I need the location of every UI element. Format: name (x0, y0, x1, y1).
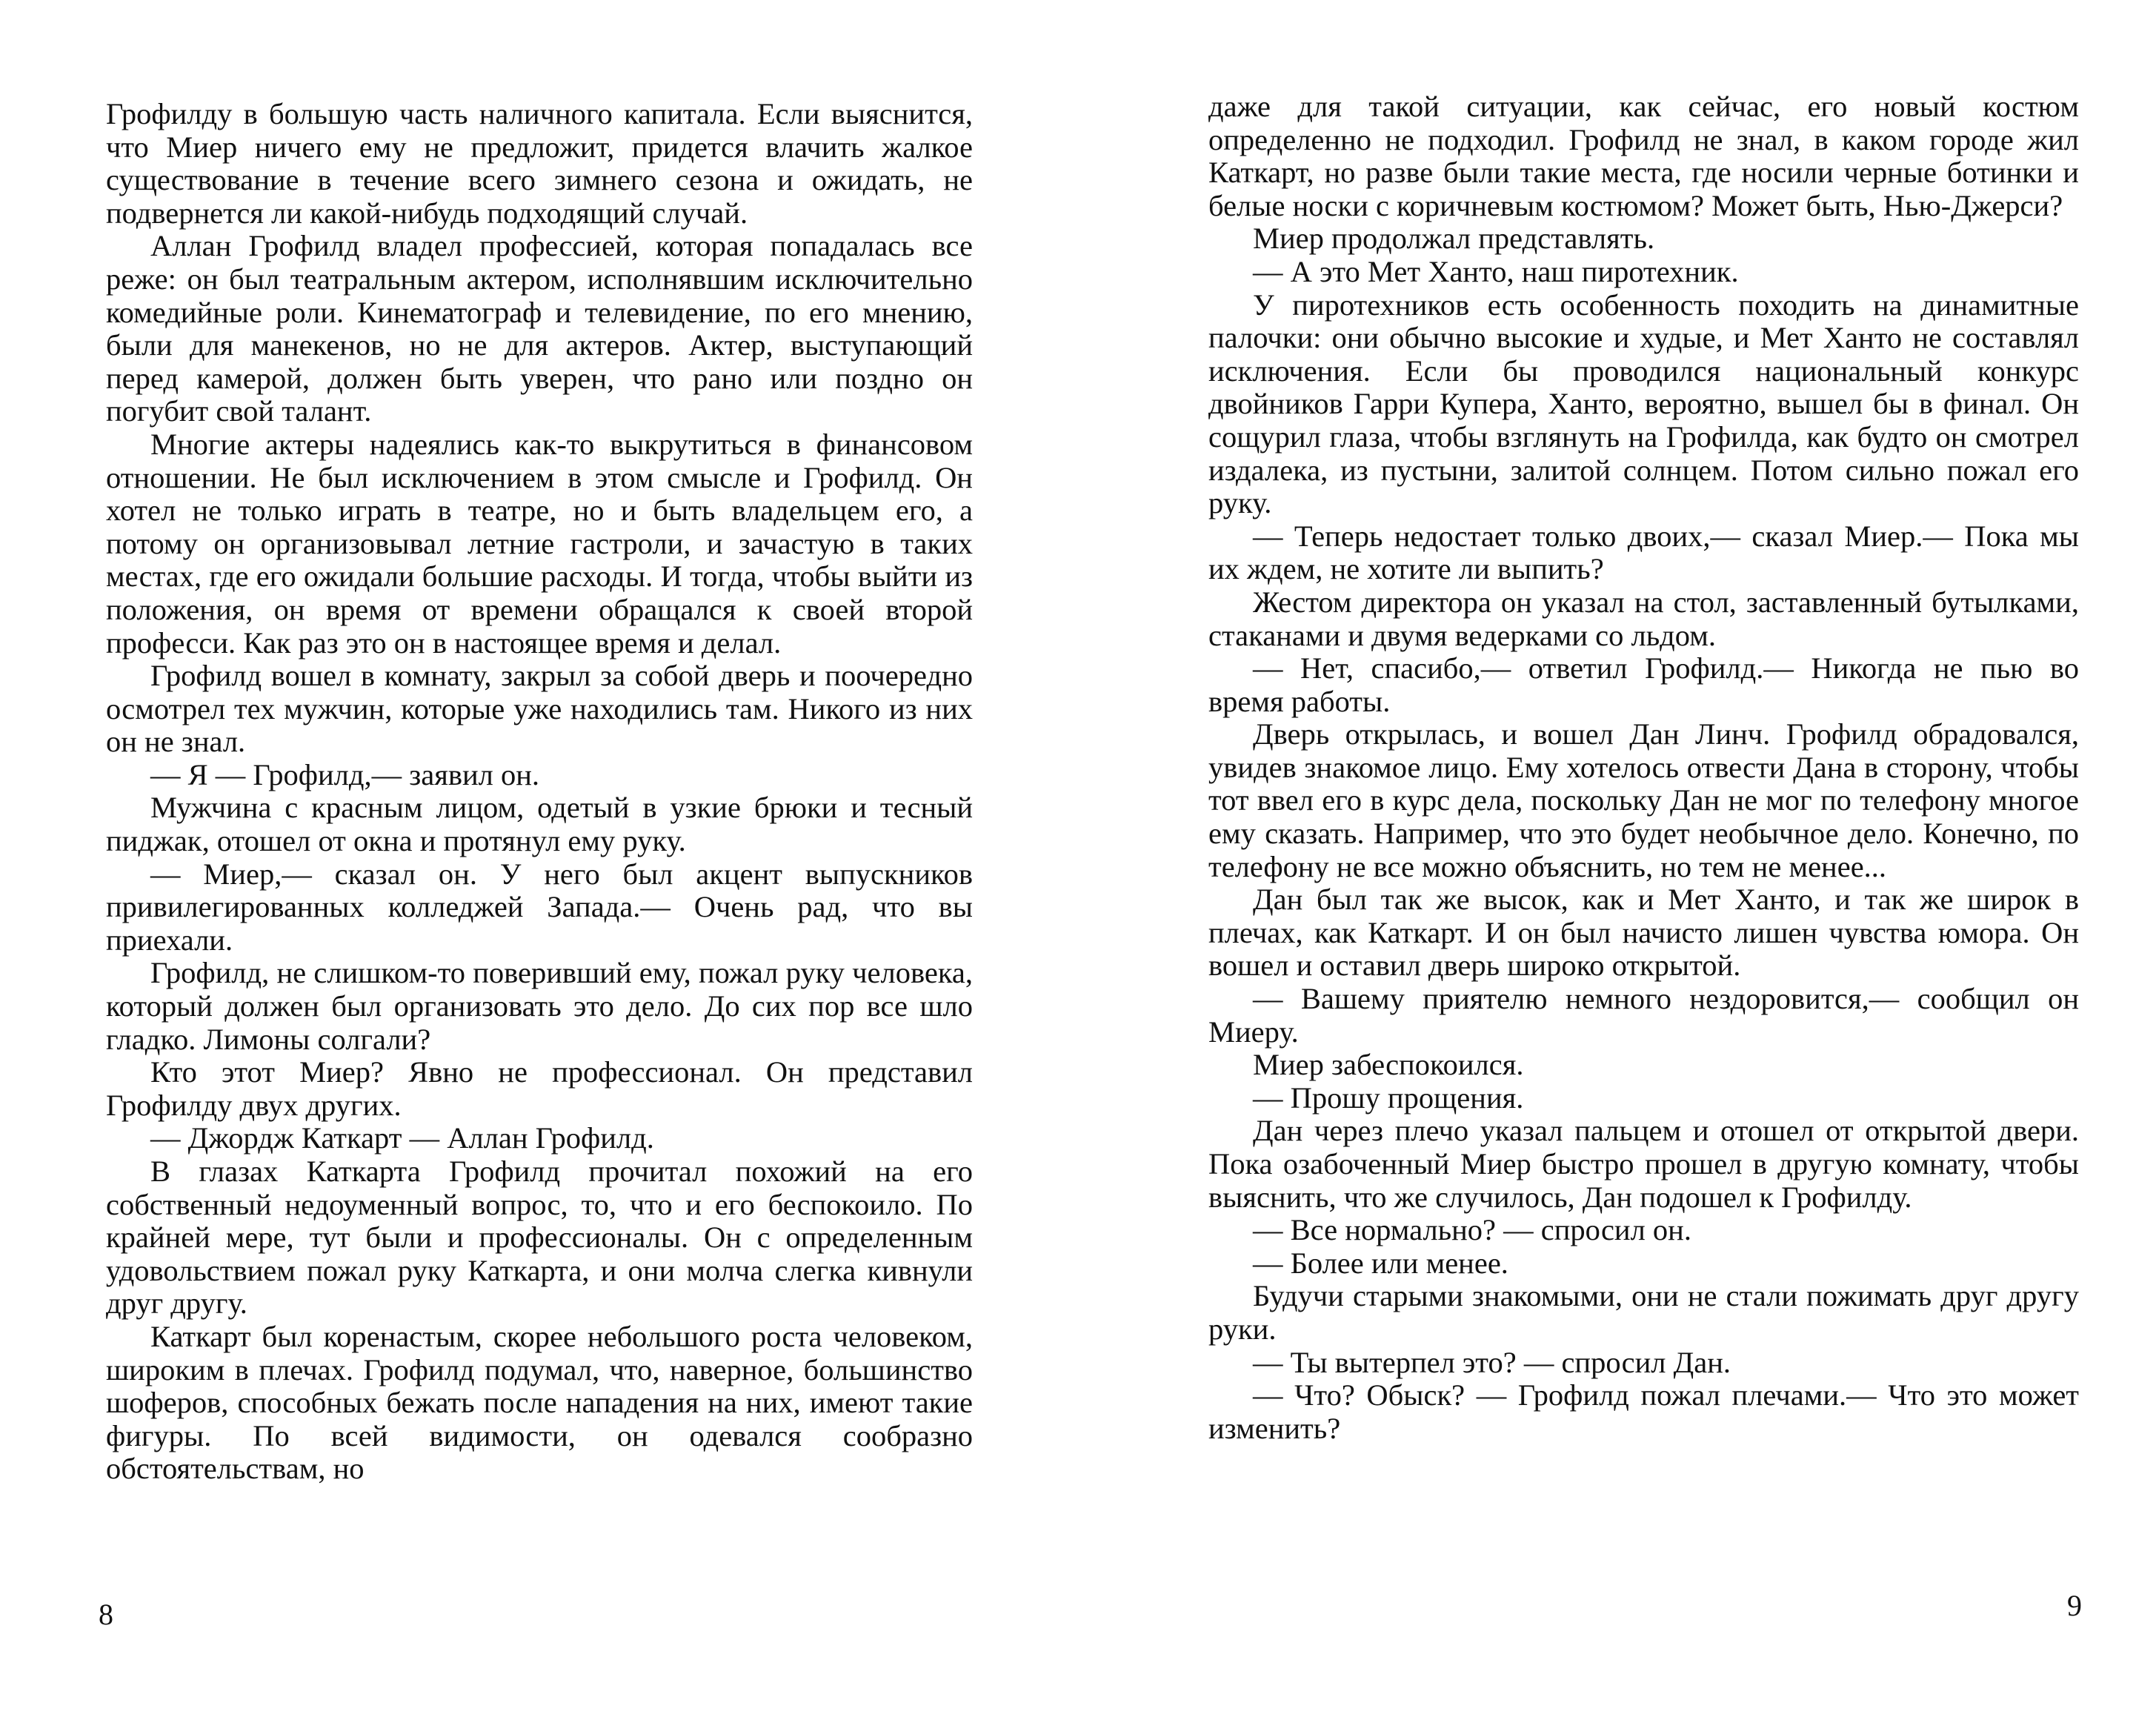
page-number-right: 9 (2067, 1589, 2082, 1622)
paragraph: — Вашему приятелю немного нездоровится,— сообщил он Миеру. (1208, 982, 2079, 1049)
paragraph: — Прошу прощения. (1253, 1080, 1524, 1115)
paragraph: — А это Мет Ханто, наш пиротехник. (1253, 254, 1739, 288)
paragraph: Аллан Грофилд владел профессией, которая попадалась все реже: он был театральным актером, исполнявшим исключительно комедийные роли. Кинематограф и телевидение, по его мнению, были для манекенов, но не для актеров. Актер, выступающий перед камерой, должен быть уверен, что рано или поздно он погубит свой талант. (106, 229, 973, 428)
page-number-left: 8 (99, 1598, 113, 1631)
right-page (1078, 0, 2156, 1717)
paragraph: — Нет, спасибо,— ответил Грофилд.— Никогда не пью во время работы. (1208, 651, 2079, 718)
right-page-text (1208, 90, 2079, 1445)
paragraph: даже для такой ситуации, как сейчас, его новый костюм определенно не подходил. Грофилд не знал, в каком городе жил Каткарт, но разве были такие места, где носили черные ботинки и белые носки с коричневым костюмом? Может быть, Нью-Джерси? (1208, 90, 2079, 222)
paragraph: Грофилд вошел в комнату, закрыл за собой дверь и поочередно осмотрел тех мужчин, которые уже находились там. Никого из них он не знал. (106, 659, 973, 759)
paragraph: В глазах Каткарта Грофилд прочитал похожий на его собственный недоуменный вопрос, то, что и его беспокоило. По крайней мере, тут были и профессионалы. Он с определенным удовольствием пожал руку Каткарта, и они молча слегка кивнули друг другу. (106, 1155, 973, 1321)
paragraph: Дан через плечо указал пальцем и отошел от открытой двери. Пока озабоченный Миер быстро прошел в другую комнату, чтобы выяснить, что же случилось, Дан подошел к Грофилду. (1208, 1114, 2079, 1214)
paragraph: Жестом директора он указал на стол, заставленный бутылками, стаканами и двумя ведерками со льдом. (1208, 585, 2079, 652)
paragraph: — Что? Обыск? — Грофилд пожал плечами.— Что это может изменить? (1208, 1378, 2079, 1445)
paragraph: Мужчина с красным лицом, одетый в узкие брюки и тесный пиджак, отошел от окна и протянул ему руку. (106, 791, 973, 858)
paragraph: Грофилду в большую часть наличного капитала. Если выяснится, что Миер ничего ему не предложит, придется влачить жалкое существование в течение всего зимнего сезона и ожидать, не подвернется ли какой-нибудь подходящий случай. (106, 97, 973, 230)
paragraph: Многие актеры надеялись как-то выкрутиться в финансовом отношении. Не был исключением в этом смысле и Грофилд. Он хотел не только играть в театре, но и быть владельцем его, а потому он организовывал летние гастроли, и зачастую в таких местах, где его ожидали большие расходы. И тогда, чтобы выйти из положения, он время от времени обращался к своей второй професси. Как раз это он в настоящее время и делал. (106, 427, 973, 660)
paragraph: Каткарт был коренастым, скорее небольшого роста человеком, широким в плечах. Грофилд подумал, что, наверное, большинство шоферов, способных бежать после нападения на них, имеют такие фигуры. По всей видимости, он одевался сообразно обстоятельствам, но (106, 1319, 973, 1486)
paragraph: Дверь открылась, и вошел Дан Линч. Грофилд обрадовался, увидев знакомое лицо. Ему хотелось отвести Дана в сторону, чтобы тот ввел его в курс дела, поскольку Дан не мог по телефону многое ему сказать. Например, что это будет необычное дело. Конечно, по телефону не все можно объяснить, но тем не менее... (1208, 717, 2079, 883)
paragraph: Миер забеспокоился. (1253, 1048, 1524, 1082)
paragraph: — Более или менее. (1253, 1246, 1508, 1280)
paragraph: — Теперь недостает только двоих,— сказал Миер.— Пока мы их ждем, не хотите ли выпить? (1208, 519, 2079, 586)
paragraph: Кто этот Миер? Явно не профессионал. Он представил Грофилду двух других. (106, 1055, 973, 1122)
left-page-text (106, 98, 973, 1486)
paragraph: — Все нормально? — спросил он. (1253, 1213, 1691, 1247)
paragraph: Грофилд, не слишком-то поверивший ему, пожал руку человека, который должен был организовать это дело. До сих пор все шло гладко. Лимоны солгали? (106, 956, 973, 1056)
paragraph: Дан был так же высок, как и Мет Ханто, и так же широк в плечах, как Каткарт. И он был начисто лишен чувства юмора. Он вошел и оставил дверь широко открытой. (1208, 883, 2079, 983)
paragraph: Будучи старыми знакомыми, они не стали пожимать друг другу руки. (1208, 1279, 2079, 1346)
paragraph: Миер продолжал представлять. (1253, 222, 1655, 256)
paragraph: У пиротехников есть особенность походить на динамитные палочки: они обычно высокие и худые, и Мет Ханто не составлял исключения. Если бы проводился национальный конкурс двойников Гарри Купера, Ханто, вероятно, вышел бы в финал. Он сощурил глаза, чтобы взглянуть на Грофилда, как будто он смотрел издалека, из пустыни, залитой солнцем. Потом сильно пожал его руку. (1208, 288, 2079, 520)
paragraph: — Я — Грофилд,— заявил он. (150, 757, 540, 791)
paragraph: — Джордж Каткарт — Аллан Грофилд. (150, 1121, 654, 1155)
paragraph: — Миер,— сказал он. У него был акцент выпускников привилегированных колледжей Запада.— Очень рад, что вы приехали. (106, 857, 973, 957)
paragraph: — Ты вытерпел это? — спросил Дан. (1253, 1345, 1731, 1379)
